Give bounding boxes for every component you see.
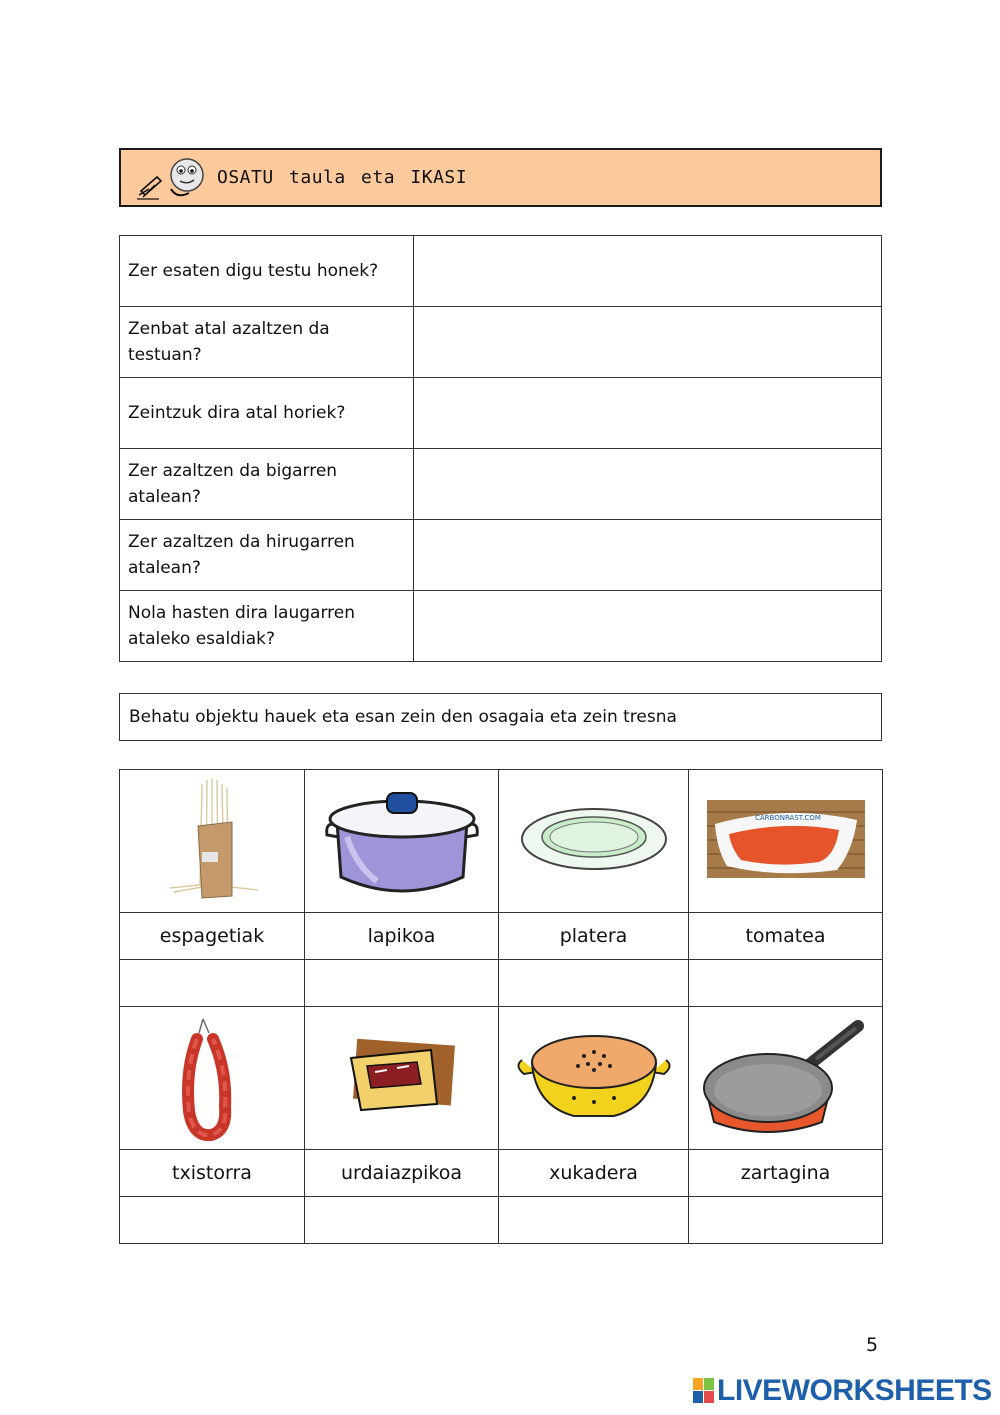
- section-header: [119, 148, 882, 207]
- answer-cell[interactable]: [414, 591, 882, 662]
- question-text: Zer azaltzen da bigarren atalean?: [120, 449, 414, 520]
- page-number: 5: [866, 1334, 879, 1356]
- object-label: xukadera: [499, 1150, 689, 1197]
- spaghetti-icon: [162, 774, 262, 904]
- question-text: Zer azaltzen da hirugarren atalean?: [120, 520, 414, 591]
- question-row: [120, 378, 882, 449]
- question-row: [120, 520, 882, 591]
- tomato-sauce-icon: [707, 800, 865, 878]
- liveworksheets-logo-icon: [693, 1378, 715, 1404]
- question-text: Zenbat atal azaltzen da testuan?: [120, 307, 414, 378]
- question-row: [120, 307, 882, 378]
- question-text: Zeintzuk dira atal horiek?: [120, 378, 414, 449]
- question-text: Zer esaten digu testu honek?: [120, 236, 414, 307]
- image-cell: [499, 770, 689, 913]
- image-cell: [499, 1007, 689, 1150]
- answer-cell[interactable]: [689, 1197, 883, 1244]
- instruction-box: [119, 693, 882, 741]
- image-cell: [305, 1007, 499, 1150]
- image-cell: [689, 1007, 883, 1150]
- object-label: zartagina: [689, 1150, 883, 1197]
- label-row: [120, 1150, 883, 1197]
- question-row: [120, 449, 882, 520]
- answer-cell[interactable]: [305, 1197, 499, 1244]
- object-label: txistorra: [120, 1150, 305, 1197]
- objects-table: [119, 769, 883, 1244]
- question-row: [120, 591, 882, 662]
- answer-cell[interactable]: [414, 378, 882, 449]
- image-cell: [120, 1007, 305, 1150]
- pot-icon: [317, 777, 487, 902]
- answer-cell[interactable]: [499, 1197, 689, 1244]
- object-label: lapikoa: [305, 913, 499, 960]
- header-title: OSATU taula eta IKASI: [217, 167, 468, 188]
- footer-logo-text: LIVEWORKSHEETS: [717, 1374, 992, 1407]
- image-row: [120, 1007, 883, 1150]
- image-cell: [305, 770, 499, 913]
- colander-icon: [514, 1026, 674, 1126]
- frying-pan-icon: [698, 1014, 873, 1139]
- answer-cell[interactable]: [414, 449, 882, 520]
- object-label: urdaiazpikoa: [305, 1150, 499, 1197]
- answer-row: [120, 1197, 883, 1244]
- sausage-icon: [177, 1011, 247, 1141]
- writing-hand-smiley-icon: [135, 155, 205, 201]
- answer-cell[interactable]: [499, 960, 689, 1007]
- image-cell: [120, 770, 305, 913]
- object-label: tomatea: [689, 913, 883, 960]
- answer-cell[interactable]: [305, 960, 499, 1007]
- answer-row: [120, 960, 883, 1007]
- watermark-logo-text: CARBONRAST.COM: [754, 814, 821, 822]
- object-label: espagetiak: [120, 913, 305, 960]
- answer-cell[interactable]: [414, 236, 882, 307]
- answer-cell[interactable]: [414, 520, 882, 591]
- label-row: [120, 913, 883, 960]
- object-label: platera: [499, 913, 689, 960]
- answer-cell[interactable]: [414, 307, 882, 378]
- plate-icon: [519, 799, 669, 879]
- instruction-text: Behatu objektu hauek eta esan zein den osagaia eta zein tresna: [129, 707, 677, 727]
- footer-logo: [693, 1374, 992, 1408]
- answer-cell[interactable]: [689, 960, 883, 1007]
- ham-icon: [347, 1036, 457, 1116]
- questions-table: [119, 235, 882, 662]
- question-text: Nola hasten dira laugarren ataleko esaldiak?: [120, 591, 414, 662]
- image-cell: [689, 770, 883, 913]
- answer-cell[interactable]: [120, 1197, 305, 1244]
- image-row: [120, 770, 883, 913]
- question-row: [120, 236, 882, 307]
- answer-cell[interactable]: [120, 960, 305, 1007]
